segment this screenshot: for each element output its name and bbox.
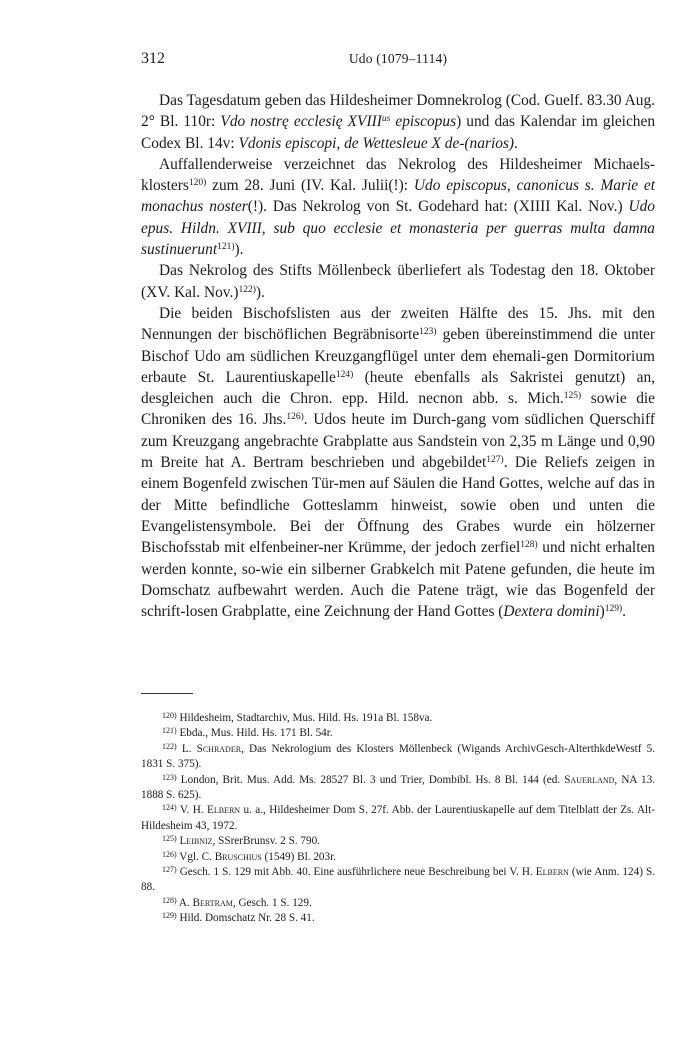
text-run: u. a., Hildesheimer Dom S. 27f. Abb. der Laurentiuskapelle auf dem Titelblatt der Zs. Alt-Hildesheim 43, 1972.	[141, 804, 655, 832]
text-run: L.	[176, 742, 197, 755]
footnote-ref: 122)	[238, 284, 256, 295]
italic-text: Vdonis episcopi, de Wettesleue X de-(narios)	[238, 134, 515, 152]
text-run: zum 28. Juni (IV. Kal. Julii(!):	[206, 177, 414, 195]
text-run: . Die Reliefs zeigen in einem Bogenfeld zwischen Tür-men auf Säulen die Hand Gottes, welche auf das in der Mitte befindliche Gotteslamm hinweist, sowie oben und unten die Evangelistensymbole. Bei der Öffnung des Grabes wurde ein hölzerner Bischofsstab mit elfenbeiner-ner Krümme, der jedoch zerfiel	[141, 454, 655, 557]
text-run: , Gesch. 1 S. 129.	[232, 896, 312, 909]
text-run: (!). Das Nekrolog von St. Godehard hat: (XIIII Kal. Nov.)	[247, 198, 629, 216]
page-header	[141, 50, 655, 70]
text-run: Auffallenderweise verzeichnet das Nekrolog des Hildesheimer Michaels-klosters	[141, 155, 655, 195]
text-run: und nicht erhalten werden konnte, so-wie ein silberner Grabkelch mit Patene gefunden, die heute im Domschatz aufbewahrt werden. Auch die Patene trägt, wie das Bogenfeld der schrift-losen Grabplatte, eine Zeichnung der Hand Gottes (	[141, 539, 655, 621]
footnote-ref: 129)	[162, 911, 177, 921]
main-text	[141, 90, 655, 622]
author-name: Leibniz	[179, 835, 213, 848]
footnotes	[141, 711, 655, 927]
text-run: geben übereinstimmend die unter Bischof Udo am südlichen Kreuzgangflügel unter dem ehemali-gen Dormitorium erbaute St. Laurentiuskapelle	[141, 326, 656, 386]
text-run: Das Nekrolog des Stifts Möllenbeck überliefert als Todestag den 18. Oktober (XV. Kal. Nov.)	[141, 262, 655, 301]
footnote	[141, 803, 655, 834]
footnote-ref: 128)	[162, 895, 177, 905]
footnote	[141, 834, 655, 849]
footnote	[141, 726, 655, 741]
italic-text: Udo epus. Hildn. XVIII, sub quo ecclesie et monasteria per guerras multa damna sustinuerunt	[141, 198, 655, 259]
footnote	[141, 742, 655, 773]
text-run: . Udos heute im Durch-gang vom südlichen Querschiff zum Kreuzgang angebrachte Grabplatte aus Sandstein von 2,35 m Länge und 0,90 m Breite hat A. Bertram beschrieben und abgebildet	[141, 411, 655, 472]
footnote	[141, 911, 655, 926]
footnote	[141, 896, 655, 911]
text-run: sowie die Chroniken des 16. Jhs.	[141, 390, 656, 429]
text-run: , Das Nekrologium des Klosters Möllenbeck (Wigands ArchivGesch-AlterthkdeWestf 5. 1831 S. 375).	[141, 742, 655, 771]
text-run: Hildesheim, Stadtarchiv, Mus. Hild. Hs. 191a Bl. 158va.	[176, 712, 433, 724]
text-run: ).	[234, 241, 244, 259]
running-head: Udo (1079–1114)	[348, 51, 448, 66]
text-run: )	[599, 603, 605, 621]
footnote-ref: 128)	[520, 540, 538, 551]
paragraph	[141, 154, 655, 260]
footnote-ref: 127)	[486, 455, 504, 466]
text-run: (heute ebenfalls als Sakristei genutzt) an, desgleichen auch die Chron. epp. Hild. necnon abb. s. Mich.	[141, 368, 655, 408]
footnote-ref: 123)	[419, 327, 437, 338]
text-run: , NA 13. 1888 S. 625).	[141, 773, 655, 802]
italic-text: Udo episcopus, canonicus s. Marie et monachus noster	[141, 177, 655, 216]
text-run: Ebda., Mus. Hild. Hs. 171 Bl. 54r.	[176, 727, 333, 740]
text-run: A.	[176, 896, 193, 909]
text-run: Die beiden Bischofslisten aus der zweiten Hälfte des 15. Jhs. mit den Nennungen der bischöflichen Begräbnisorte	[141, 304, 655, 344]
footnote-ref: 123)	[162, 772, 177, 782]
text-run: , SSrerBrunsv. 2 S. 790.	[212, 835, 320, 848]
footnote-ref: us	[381, 114, 391, 125]
footnote-ref: 120)	[162, 711, 177, 720]
footnote	[141, 850, 655, 865]
footnote	[141, 865, 655, 896]
text-run: Das Tagesdatum geben das Hildesheimer Domnekrolog (Cod. Guelf. 83.30 Aug. 2° Bl. 110r:	[141, 92, 655, 131]
text-run: Hild. Domschatz Nr. 28 S. 41.	[176, 912, 315, 925]
footnote-ref: 125)	[563, 391, 582, 402]
footnote-ref: 129)	[604, 604, 623, 615]
footnote-ref: 124)	[162, 803, 177, 813]
author-name: Elbern	[535, 866, 569, 879]
footnote-ref: 122)	[162, 741, 177, 751]
footnote-ref: 121)	[217, 242, 235, 253]
italic-text: Dextera domini	[503, 603, 600, 621]
italic-text: episcopus	[390, 113, 457, 131]
footnote-separator	[141, 693, 193, 694]
footnote-ref: 126)	[162, 849, 177, 859]
footnote-ref: 121)	[162, 726, 177, 736]
text-run: V. H.	[176, 804, 207, 817]
text-run: Gesch. 1 S. 129 mit Abb. 40. Eine ausführlichere neue Beschreibung bei V. H.	[176, 866, 536, 879]
author-name: Sauerland	[564, 773, 615, 786]
author-name: Bertram	[192, 896, 233, 909]
footnote	[141, 711, 655, 726]
footnote-ref: 125)	[162, 834, 177, 844]
paragraph	[141, 260, 655, 303]
text-run: Vgl. C.	[176, 850, 215, 863]
footnote-ref: 126)	[286, 412, 304, 423]
footnote-ref: 124)	[335, 369, 354, 380]
text-run: ) und das Kalendar im gleichen Codex Bl. 14v:	[141, 113, 656, 152]
author-name: Schrader	[196, 742, 242, 755]
text-run: ).	[255, 283, 265, 301]
text-run: .	[514, 134, 518, 152]
paragraph	[141, 303, 655, 622]
text-run: (1549) Bl. 203r.	[261, 850, 337, 863]
text-run: London, Brit. Mus. Add. Ms. 28527 Bl. 3 und Trier, Dombibl. Hs. 8 Bl. 144 (ed.	[176, 773, 565, 786]
footnote-ref: 120)	[188, 178, 207, 189]
page-number: 312	[141, 50, 165, 67]
italic-text: Vdo nostrę ecclesię XVIII	[220, 113, 382, 131]
author-name: Bruschius	[214, 850, 262, 863]
text-run: (wie Anm. 124) S. 88.	[141, 866, 655, 894]
author-name: Elbern	[207, 804, 241, 817]
footnote-ref: 127)	[162, 865, 177, 875]
footnote	[141, 773, 655, 804]
paragraph	[141, 90, 655, 154]
text-run: .	[622, 603, 627, 621]
